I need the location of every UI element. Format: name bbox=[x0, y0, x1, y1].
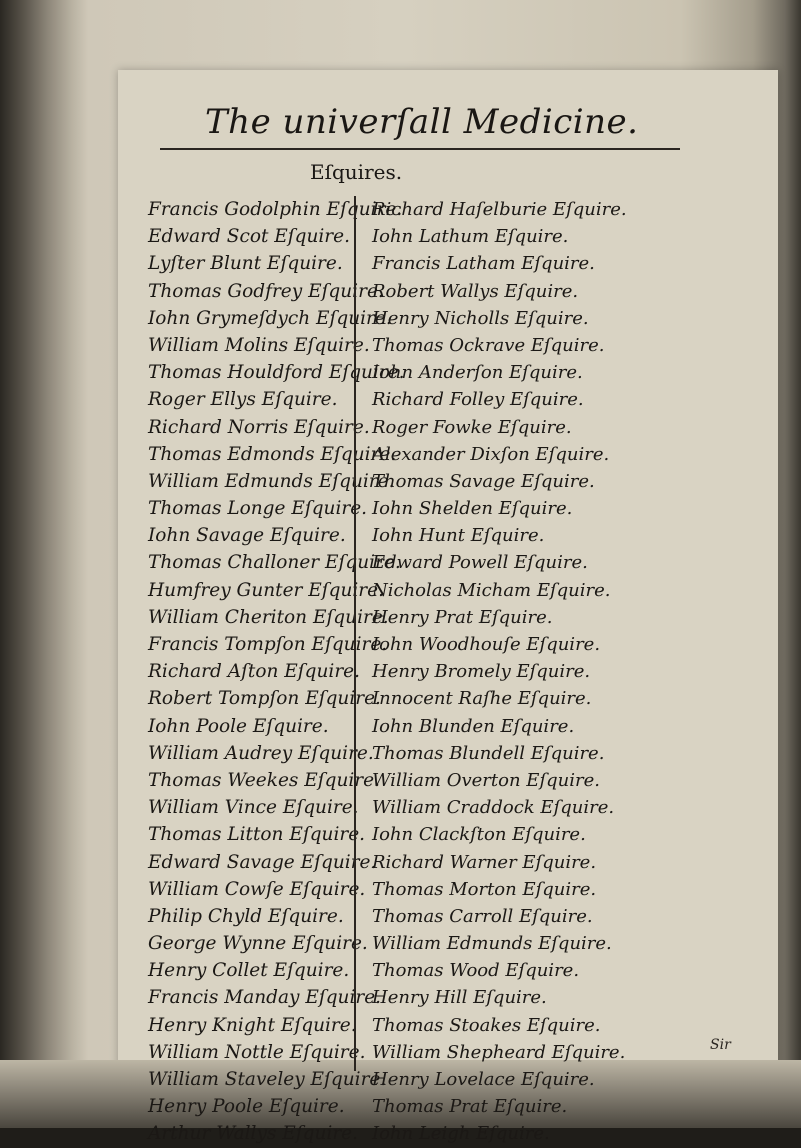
name-entry: Nicholas Micham Eſquire. bbox=[372, 579, 611, 601]
name-entry: William Molins Eſquire. bbox=[148, 334, 370, 356]
name-entry: Edward Scot Eſquire. bbox=[148, 226, 350, 248]
name-entry: Henry Collet Eſquire. bbox=[148, 960, 350, 982]
name-entry: Thomas Ockrave Eſquire. bbox=[372, 334, 605, 356]
name-entry: William Audrey Eſquire. bbox=[148, 742, 374, 764]
name-entry: Richard Warner Eſquire. bbox=[372, 851, 597, 873]
name-entry: Philip Chyld Eſquire. bbox=[148, 905, 344, 927]
name-entry: Alexander Dixſon Eſquire. bbox=[372, 443, 610, 465]
name-entry: William Craddock Eſquire. bbox=[372, 797, 615, 819]
name-entry: Thomas Carroll Eſquire. bbox=[372, 905, 593, 927]
name-entry: William Edmunds Eſquire. bbox=[148, 470, 395, 492]
name-entry: Thomas Prat Eſquire. bbox=[372, 1096, 568, 1118]
name-entry: Thomas Weekes Eſquire. bbox=[148, 769, 380, 791]
name-entry: William Staveley Eſquire. bbox=[148, 1069, 387, 1090]
right-name-column bbox=[354, 196, 672, 1145]
name-entry: Henry Prat Eſquire. bbox=[372, 606, 553, 628]
name-entry: Roger Ellys Eſquire. bbox=[148, 389, 338, 411]
name-entry: Roger Fowke Eſquire. bbox=[372, 416, 572, 438]
name-entry: William Nottle Eſquire. bbox=[148, 1041, 366, 1063]
section-title: Eſquires. bbox=[310, 160, 403, 184]
name-entry: Thomas Litton Eſquire. bbox=[148, 824, 366, 846]
name-entry: Thomas Stoakes Eſquire. bbox=[372, 1014, 601, 1036]
name-entry: Richard Haſelburie Eſquire. bbox=[372, 199, 627, 220]
name-entry: Innocent Raſhe Eſquire. bbox=[372, 688, 592, 710]
name-entry: Iohn Anderſon Eſquire. bbox=[372, 362, 583, 384]
name-entry: Thomas Longe Eſquire. bbox=[148, 498, 368, 520]
name-entry: Thomas Savage Eſquire. bbox=[372, 470, 595, 492]
name-entry: Thomas Blundell Eſquire. bbox=[372, 742, 605, 764]
name-entry: Thomas Wood Eſquire. bbox=[372, 960, 580, 982]
name-entry: Henry Bromely Eſquire. bbox=[372, 661, 591, 683]
name-entry: William Shepheard Eſquire. bbox=[372, 1041, 626, 1063]
catchword: Sir bbox=[710, 1037, 731, 1053]
name-entry: Lyſter Blunt Eſquire. bbox=[148, 253, 343, 275]
head-rule bbox=[160, 148, 680, 150]
name-entry: Thomas Edmonds Eſquire. bbox=[148, 443, 397, 465]
name-entry: William Cheriton Eſquire. bbox=[148, 606, 389, 628]
name-entry: Edward Powell Eſquire. bbox=[372, 552, 588, 574]
name-entry: Iohn Blunden Eſquire. bbox=[372, 715, 575, 737]
name-entry: Francis Latham Eſquire. bbox=[372, 253, 595, 275]
name-entry: Henry Poole Eſquire. bbox=[148, 1096, 345, 1118]
name-entry: Thomas Morton Eſquire. bbox=[372, 878, 597, 900]
name-entry: Robert Tompſon Eſquire. bbox=[148, 688, 381, 710]
name-entry: Iohn Shelden Eſquire. bbox=[372, 498, 573, 520]
name-entry: Iohn Leigh Eſquire. bbox=[372, 1123, 550, 1145]
name-entry: Richard Aſton Eſquire. bbox=[148, 661, 360, 683]
name-entry: Humfrey Gunter Eſquire. bbox=[148, 579, 384, 601]
name-entry: Iohn Clackſton Eſquire. bbox=[372, 824, 586, 846]
name-entry: Iohn Lathum Eſquire. bbox=[372, 226, 569, 248]
name-entry: Francis Tompſon Eſquire. bbox=[148, 634, 388, 655]
name-entry: Edward Savage Eſquire. bbox=[148, 851, 377, 873]
name-entry: Francis Manday Eſquire. bbox=[148, 987, 382, 1009]
name-entry: William Edmunds Eſquire. bbox=[372, 933, 612, 955]
name-entry: Henry Nicholls Eſquire. bbox=[372, 307, 589, 329]
name-entry: Henry Hill Eſquire. bbox=[372, 987, 547, 1009]
name-entry: Iohn Woodhouſe Eſquire. bbox=[372, 634, 601, 655]
name-entry: William Cowſe Eſquire. bbox=[148, 878, 366, 900]
name-entry: Iohn Savage Eſquire. bbox=[148, 525, 346, 547]
name-entry: Iohn Grymeſdych Eſquire. bbox=[148, 307, 392, 329]
name-entry: Francis Godolphin Eſquire. bbox=[148, 199, 403, 220]
name-entry: Richard Norris Eſquire. bbox=[148, 416, 370, 438]
name-entry: Arthur Wallys Eſquire. bbox=[148, 1123, 358, 1145]
name-entry: Thomas Houldford Eſquire. bbox=[148, 362, 405, 384]
name-entry: William Vince Eſquire. bbox=[148, 797, 359, 819]
name-entry: George Wynne Eſquire. bbox=[148, 933, 368, 955]
name-entry: Henry Knight Eſquire. bbox=[148, 1014, 357, 1036]
name-entry: William Overton Eſquire. bbox=[372, 769, 600, 791]
name-entry: Thomas Godfrey Eſquire. bbox=[148, 280, 384, 302]
running-head: The univerſall Medicine. bbox=[205, 102, 639, 142]
name-entry: Robert Wallys Eſquire. bbox=[372, 280, 579, 302]
name-entry: Iohn Poole Eſquire. bbox=[148, 715, 329, 737]
name-entry: Thomas Challoner Eſquire. bbox=[148, 552, 401, 574]
name-entry: Richard Folley Eſquire. bbox=[372, 389, 584, 411]
name-entry: Iohn Hunt Eſquire. bbox=[372, 525, 545, 547]
name-entry: Henry Lovelace Eſquire. bbox=[372, 1069, 595, 1090]
